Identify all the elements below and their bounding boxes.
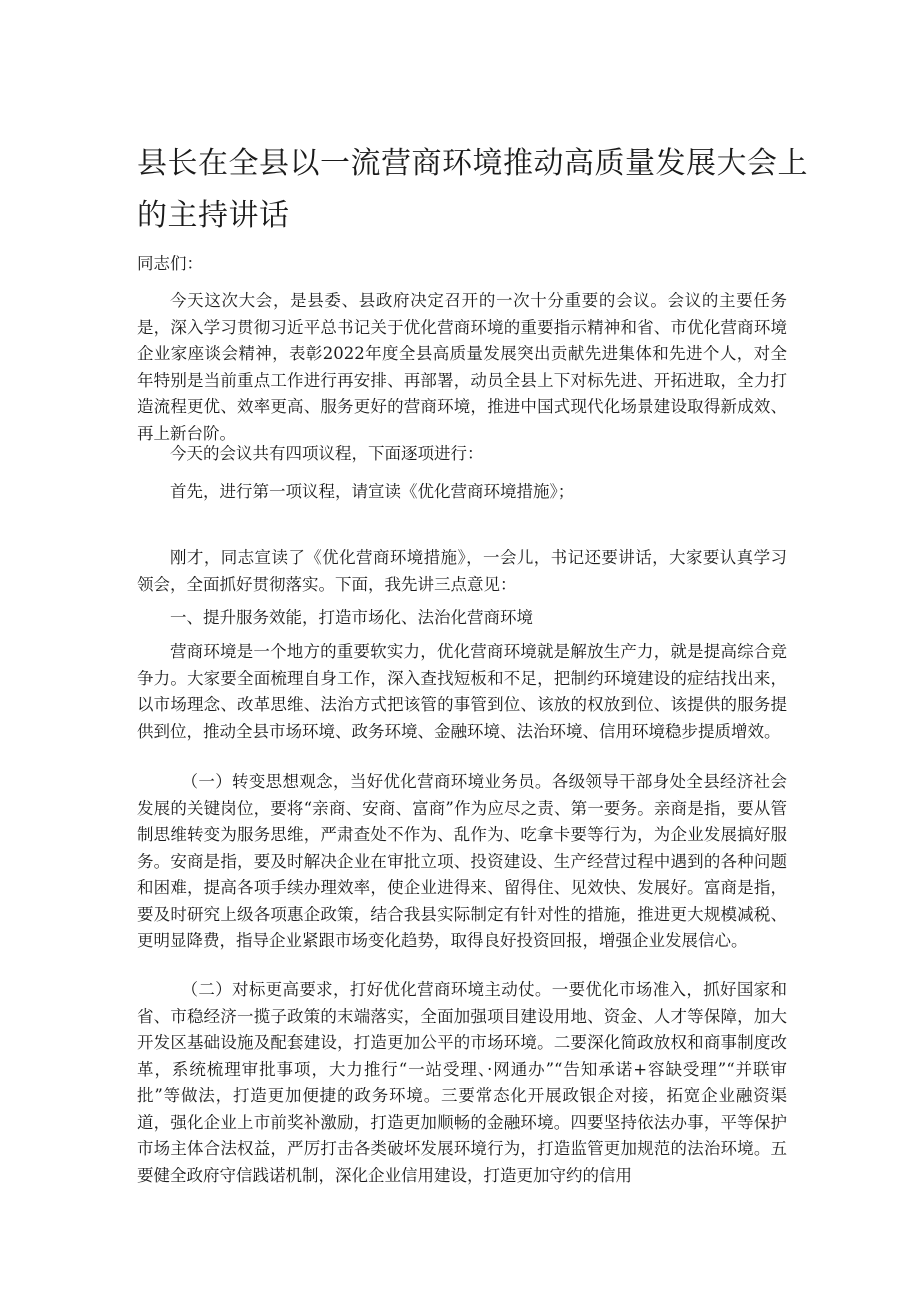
paragraph-intro: 今天这次大会，是县委、县政府决定召开的一次十分重要的会议。会议的主要任务是，深入学习贯彻习近平总书记关于优化营商环境的重要指示精神和省、市优化营商环境企业家座谈会精神，表彰2022年度全县高质量发展突出贡献先进集体和先进个人，对全年特别是当前重点工作进行再安排、再部署，动员全县上下对标先进、开拓进取，全力打造流程更优、效率更高、服务更好的营商环境，推进中国式现代化场景建设取得新成效、再上新台阶。 xyxy=(137,291,787,443)
paragraph-subsection-1: （一）转变思想观念，当好优化营商环境业务员。各级领导干部身处全县经济社会发展的关键岗位，要将“亲商、安商、富商”作为应尽之责、第一要务。亲商是指，要从管制思维转变为服务思维，严肃查处不作为、乱作为、吃拿卡要等行为，为企业发展搞好服务。安商是指，要及时解决企业在审批立项、投资建设、生产经营过程中遇到的各种问题和困难，提高各项手续办理效率，使企业进得来、留得住、见效快、发展好。富商是指，要及时研究上级各项惠企政策，结合我县实际制定有针对性的措施，推进更大规模减税、更明显降费，指导企业紧跟市场变化趋势，取得良好投资回报，增强企业发展信心。 xyxy=(137,772,787,950)
paragraph-just-read: 刚才，同志宣读了《优化营商环境措施》，一会儿，书记还要讲话，大家要认真学习领会，全面抓好贯彻落实。下面，我先讲三点意见： xyxy=(137,548,787,594)
paragraph-subsection-2: （二）对标更高要求，打好优化营商环境主动仗。一要优化市场准入，抓好国家和省、市稳经济一揽子政策的末端落实，全面加强项目建设用地、资金、人才等保障，加大开发区基础设施及配套建设，打造更加公平的市场环境。二要深化简政放权和商事制度改革，系统梳理审批事项，大力推行“一站受理、·网通办”“告知承诺+容缺受理”“并联审批”等做法，打造更加便捷的政务环境。三要常态化开展政银企对接，拓宽企业融资渠道，强化企业上市前奖补激励，打造更加顺畅的金融环境。四要坚持依法办事，平等保护市场主体合法权益，严厉打击各类破坏发展环境行为，打造监管更加规范的法治环境。五要健全政府守信践诺机制，深化企业信用建设，打造更加守约的信用 xyxy=(137,980,787,1185)
salutation: 同志们： xyxy=(137,254,203,273)
document-title-line-2: 的主持讲话 xyxy=(137,198,290,233)
paragraph-agenda: 今天的会议共有四项议程，下面逐项进行： xyxy=(170,444,484,463)
paragraph-first-item: 首先，进行第一项议程，请宣读《优化营商环境措施》； xyxy=(170,482,575,501)
paragraph-section-1-body: 营商环境是一个地方的重要软实力，优化营商环境就是解放生产力，就是提高综合竞争力。大家要全面梳理自身工作，深入查找短板和不足，把制约环境建设的症结找出来，以市场理念、改革思维、法治方式把该管的事管到位、该放的权放到位、该提供的服务提供到位，推动全县市场环境、政务环境、金融环境、法治环境、信用环境稳步提质增效。 xyxy=(137,642,787,741)
section-1-heading: 一、提升服务效能，打造市场化、法治化营商环境 xyxy=(170,608,533,627)
document-title-line-1: 县长在全县以一流营商环境推动高质量发展大会上 xyxy=(137,146,808,181)
